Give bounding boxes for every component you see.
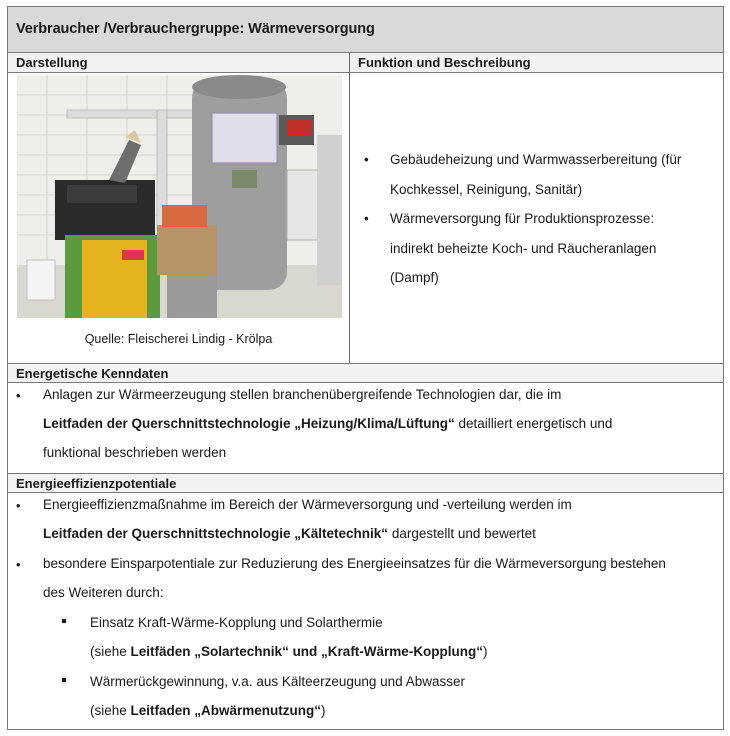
bullet-icon: • <box>16 388 21 403</box>
list-item: • Gebäudeheizung und Warmwasserbereitung (für Kochkessel, Reinigung, Sanitär) <box>360 145 720 204</box>
square-bullet-icon <box>62 678 66 682</box>
bullet-icon: • <box>16 557 21 572</box>
subitem1-line-2: (siehe Leitfäden „Solartechnik“ und „Kraft-Wärme-Kopplung“) <box>90 644 488 659</box>
column-header-darstellung: Darstellung <box>16 55 88 70</box>
bullet-icon: • <box>364 211 369 226</box>
photo-caption: Quelle: Fleischerei Lindig - Krölpa <box>84 332 273 346</box>
effizienz-item1-line-2: Leitfaden der Querschnittstechnologie „Kältetechnik“ dargestellt und bewertet <box>43 526 536 541</box>
kenndaten-line-2: Leitfaden der Querschnittstechnologie „Heizung/Klima/Lüftung“ detailliert energetisch und <box>43 416 613 431</box>
kenndaten-line-3: funktional beschrieben werden <box>43 445 227 460</box>
boiler-room-photo <box>17 75 342 318</box>
column-header-row <box>8 53 723 73</box>
info-sheet <box>7 6 724 730</box>
effizienz-item2-line-1: besondere Einsparpotentiale zur Reduzierung des Energieeinsatzes für die Wärmeversorgung bestehen <box>43 556 666 571</box>
column-header-funktion: Funktion und Beschreibung <box>358 55 531 70</box>
bullet-icon: • <box>364 152 369 167</box>
section-header-effizienz: Energieeffizienzpotentiale <box>8 473 723 493</box>
section-header-kenndaten: Energetische Kenndaten <box>8 363 723 383</box>
effizienz-item1-line-1: Energieeffizienzmaßnahme im Bereich der Wärmeversorgung und -verteilung werden im <box>43 497 572 512</box>
kenndaten-line-1: Anlagen zur Wärmeerzeugung stellen branchenübergreifende Technologien dar, die im <box>43 387 562 402</box>
photo-illustration <box>17 75 342 318</box>
page-title: Verbraucher /Verbrauchergruppe: Wärmeversorgung <box>16 21 375 37</box>
list-item: • Wärmeversorgung für Produktionsprozesse: indirekt beheizte Koch- und Räucheranlagen (Dampf) <box>360 204 720 293</box>
title-row <box>8 7 723 53</box>
column-divider <box>349 53 350 364</box>
subitem1-line-1: Einsatz Kraft-Wärme-Kopplung und Solarthermie <box>90 615 383 630</box>
function-list <box>360 145 720 293</box>
effizienz-item2-line-2: des Weiteren durch: <box>43 585 164 600</box>
square-bullet-icon <box>62 619 66 623</box>
bullet-icon: • <box>16 498 21 513</box>
subitem2-line-2: (siehe Leitfaden „Abwärmenutzung“) <box>90 703 326 718</box>
subitem2-line-1: Wärmerückgewinnung, v.a. aus Kälteerzeugung und Abwasser <box>90 674 465 689</box>
